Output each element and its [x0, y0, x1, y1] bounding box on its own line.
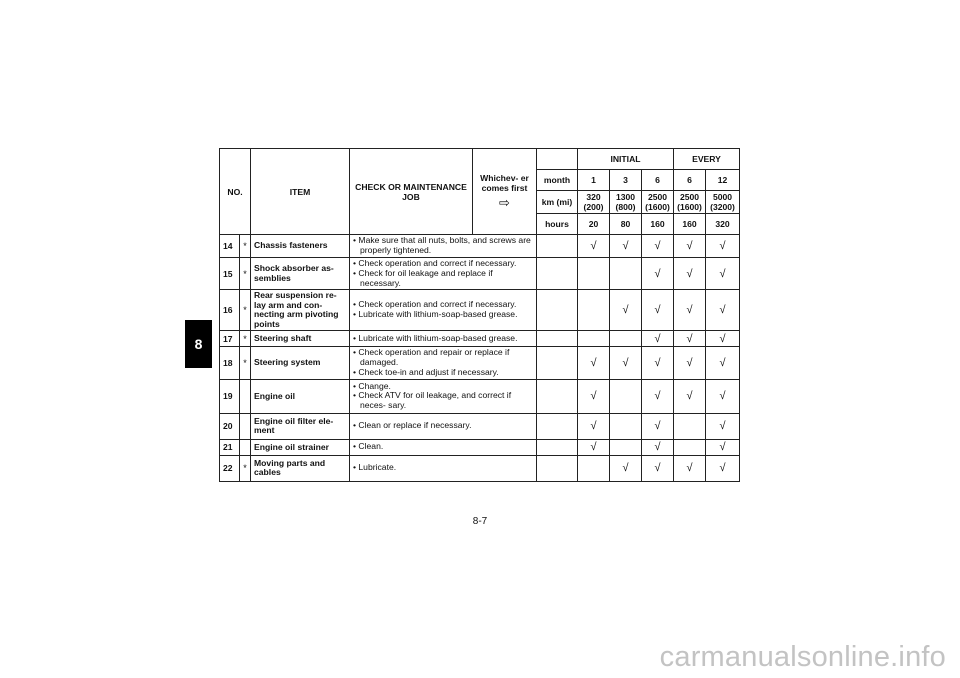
blank-cell: [537, 331, 578, 347]
month-value: 1: [578, 170, 610, 191]
job-cell: [350, 347, 537, 380]
job-line: • Make sure that all nuts, bolts, and screws are properly tightened.: [353, 236, 533, 256]
row-number: 16: [220, 290, 240, 331]
blank-cell: [537, 413, 578, 439]
header-every: EVERY: [674, 149, 740, 170]
check-mark-icon: √: [674, 455, 706, 481]
empty-check-cell: [610, 331, 642, 347]
km-value: 2500 (1600): [642, 191, 674, 214]
check-mark-icon: √: [706, 347, 740, 380]
empty-check-cell: [674, 413, 706, 439]
check-mark-icon: √: [674, 379, 706, 413]
empty-check-cell: [578, 290, 610, 331]
job-line: • Check for oil leakage and replace if necessary.: [353, 269, 533, 289]
header-whichever: [473, 149, 537, 235]
job-cell: [350, 413, 537, 439]
blank-cell: [537, 439, 578, 455]
item-name: Chassis fasteners: [251, 235, 350, 258]
asterisk-mark: *: [240, 290, 251, 331]
job-line: • Check toe-in and adjust if necessary.: [353, 368, 533, 378]
month-value: 6: [642, 170, 674, 191]
check-mark-icon: √: [642, 455, 674, 481]
blank-cell: [537, 379, 578, 413]
job-cell: [350, 379, 537, 413]
check-mark-icon: √: [642, 347, 674, 380]
header-no: NO.: [220, 149, 251, 235]
empty-check-cell: [610, 439, 642, 455]
check-mark-icon: √: [674, 331, 706, 347]
blank-cell: [537, 290, 578, 331]
job-line: • Check operation and repair or replace if damaged.: [353, 348, 533, 368]
job-cell: [350, 331, 537, 347]
hours-value: 320: [706, 214, 740, 235]
empty-check-cell: [578, 331, 610, 347]
job-line: • Lubricate.: [353, 463, 533, 473]
month-label: month: [537, 170, 578, 191]
check-mark-icon: √: [706, 413, 740, 439]
empty-check-cell: [610, 257, 642, 290]
check-mark-icon: √: [706, 379, 740, 413]
section-tab: 8: [185, 320, 212, 368]
hours-value: 160: [674, 214, 706, 235]
row-number: 14: [220, 235, 240, 258]
check-mark-icon: √: [706, 257, 740, 290]
watermark: carmanualsonline.info: [659, 641, 946, 673]
job-line: • Lubricate with lithium-soap-based grease.: [353, 334, 533, 344]
check-mark-icon: √: [706, 331, 740, 347]
row-number: 19: [220, 379, 240, 413]
check-mark-icon: √: [642, 439, 674, 455]
table-row: [220, 257, 740, 290]
job-line: • Change.: [353, 382, 533, 392]
km-value: 1300 (800): [610, 191, 642, 214]
check-mark-icon: √: [578, 235, 610, 258]
check-mark-icon: √: [610, 347, 642, 380]
month-value: 12: [706, 170, 740, 191]
arrow-right-icon: ⇨: [499, 194, 510, 210]
item-name: Engine oil strainer: [251, 439, 350, 455]
check-mark-icon: √: [674, 347, 706, 380]
check-mark-icon: √: [674, 235, 706, 258]
table-row: [220, 439, 740, 455]
page-number: 8-7: [472, 516, 488, 527]
hours-value: 20: [578, 214, 610, 235]
table-row: [220, 455, 740, 481]
check-mark-icon: √: [642, 413, 674, 439]
empty-check-cell: [578, 257, 610, 290]
job-line: • Lubricate with lithium-soap-based grease.: [353, 310, 533, 320]
asterisk-mark: *: [240, 257, 251, 290]
check-mark-icon: √: [578, 347, 610, 380]
km-value: 320 (200): [578, 191, 610, 214]
table-row: [220, 379, 740, 413]
empty-check-cell: [674, 439, 706, 455]
item-name: Engine oil filter ele- ment: [251, 413, 350, 439]
row-number: 20: [220, 413, 240, 439]
blank-cell: [537, 235, 578, 258]
asterisk-mark: *: [240, 455, 251, 481]
header-blank: [537, 149, 578, 170]
check-mark-icon: √: [706, 235, 740, 258]
asterisk-mark: [240, 413, 251, 439]
table-row: [220, 347, 740, 380]
check-mark-icon: √: [642, 235, 674, 258]
empty-check-cell: [610, 413, 642, 439]
table-row: [220, 290, 740, 331]
job-line: • Check ATV for oil leakage, and correct if neces- sary.: [353, 391, 533, 411]
asterisk-mark: *: [240, 235, 251, 258]
km-label: km (mi): [537, 191, 578, 214]
row-number: 15: [220, 257, 240, 290]
check-mark-icon: √: [674, 290, 706, 331]
km-value: 5000 (3200): [706, 191, 740, 214]
check-mark-icon: √: [706, 290, 740, 331]
check-mark-icon: √: [578, 413, 610, 439]
check-mark-icon: √: [610, 235, 642, 258]
header-item: ITEM: [251, 149, 350, 235]
job-line: • Check operation and correct if necessary.: [353, 300, 533, 310]
empty-check-cell: [610, 379, 642, 413]
job-line: • Check operation and correct if necessary.: [353, 259, 533, 269]
asterisk-mark: [240, 439, 251, 455]
job-line: • Clean or replace if necessary.: [353, 421, 533, 431]
item-name: Steering shaft: [251, 331, 350, 347]
month-value: 6: [674, 170, 706, 191]
hours-value: 160: [642, 214, 674, 235]
item-name: Rear suspension re- lay arm and con- necting arm pivoting points: [251, 290, 350, 331]
maintenance-table: [219, 148, 740, 482]
job-cell: [350, 455, 537, 481]
header-initial: INITIAL: [578, 149, 674, 170]
check-mark-icon: √: [642, 379, 674, 413]
row-number: 17: [220, 331, 240, 347]
check-mark-icon: √: [610, 290, 642, 331]
row-number: 18: [220, 347, 240, 380]
job-line: • Clean.: [353, 442, 533, 452]
blank-cell: [537, 347, 578, 380]
blank-cell: [537, 257, 578, 290]
check-mark-icon: √: [706, 439, 740, 455]
asterisk-mark: [240, 379, 251, 413]
job-cell: [350, 439, 537, 455]
check-mark-icon: √: [578, 379, 610, 413]
table-row: [220, 413, 740, 439]
check-mark-icon: √: [642, 331, 674, 347]
km-value: 2500 (1600): [674, 191, 706, 214]
job-cell: [350, 235, 537, 258]
header-check-job: CHECK OR MAINTENANCE JOB: [350, 149, 473, 235]
check-mark-icon: √: [642, 257, 674, 290]
empty-check-cell: [578, 455, 610, 481]
hours-value: 80: [610, 214, 642, 235]
item-name: Engine oil: [251, 379, 350, 413]
whichever-text: Whichev- er comes first: [480, 172, 529, 193]
job-cell: [350, 257, 537, 290]
check-mark-icon: √: [674, 257, 706, 290]
check-mark-icon: √: [578, 439, 610, 455]
asterisk-mark: *: [240, 347, 251, 380]
item-name: Steering system: [251, 347, 350, 380]
check-mark-icon: √: [642, 290, 674, 331]
table-row: [220, 235, 740, 258]
item-name: Moving parts and cables: [251, 455, 350, 481]
table-row: [220, 331, 740, 347]
month-value: 3: [610, 170, 642, 191]
item-name: Shock absorber as- semblies: [251, 257, 350, 290]
hours-label: hours: [537, 214, 578, 235]
blank-cell: [537, 455, 578, 481]
check-mark-icon: √: [706, 455, 740, 481]
job-cell: [350, 290, 537, 331]
check-mark-icon: √: [610, 455, 642, 481]
row-number: 22: [220, 455, 240, 481]
asterisk-mark: *: [240, 331, 251, 347]
row-number: 21: [220, 439, 240, 455]
